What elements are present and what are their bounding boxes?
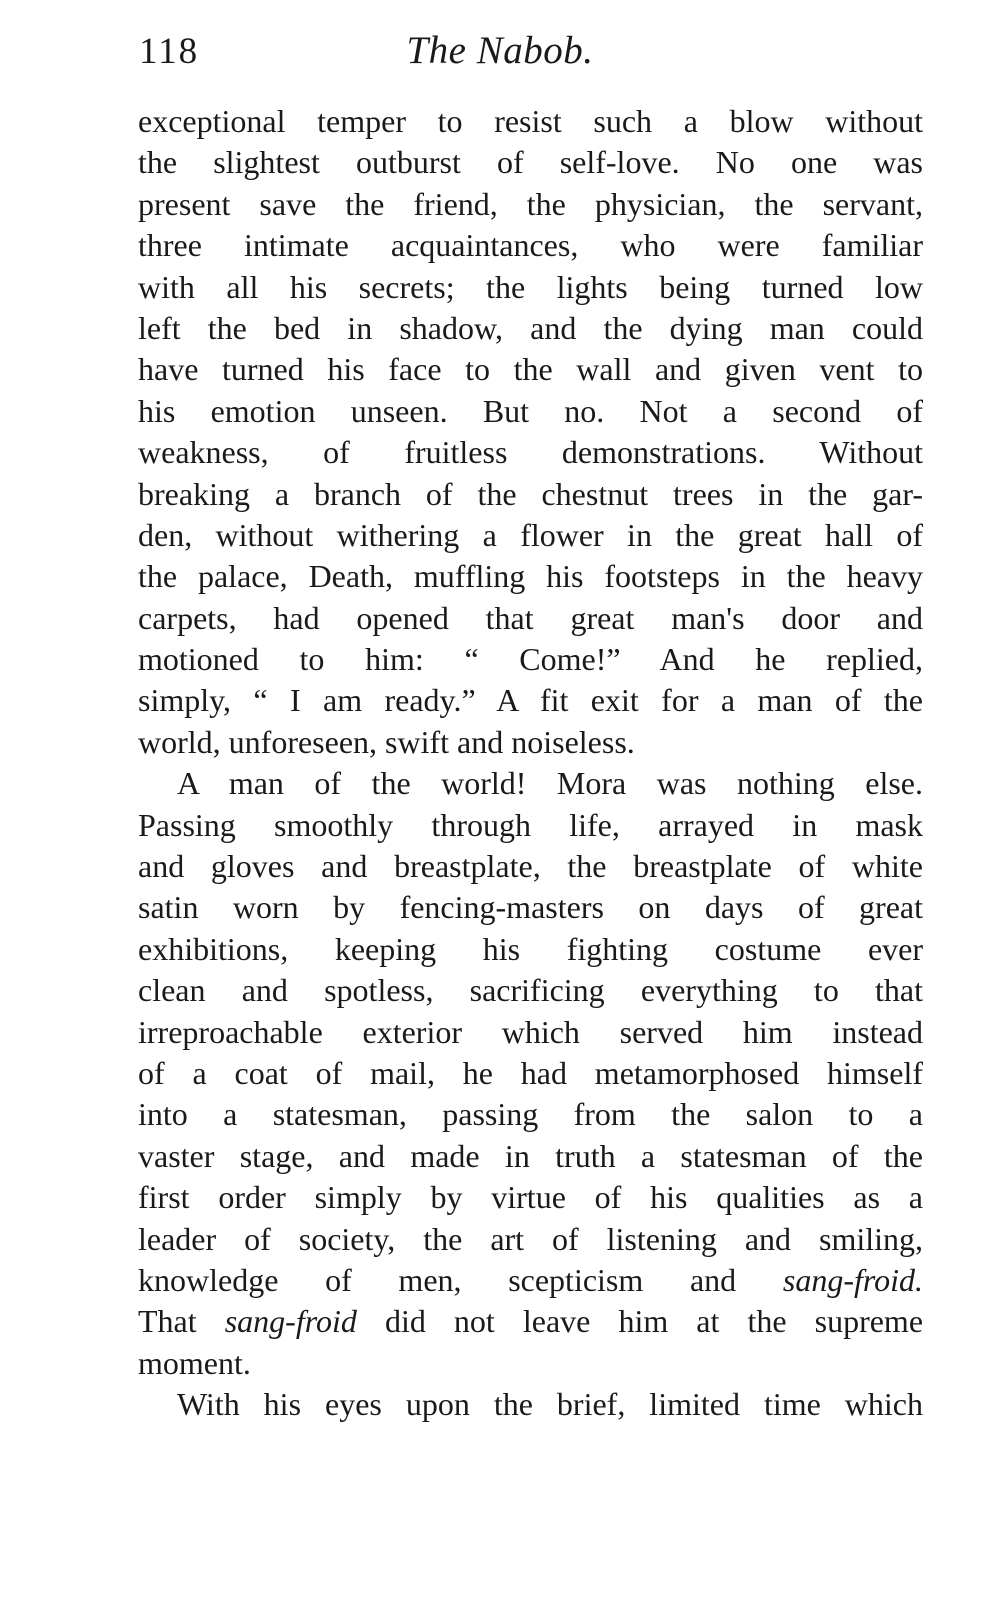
text-line: leader of society, the art of listening and smiling, bbox=[138, 1220, 923, 1257]
text-line: carpets, had opened that great man's door and bbox=[138, 599, 923, 636]
text-line bbox=[138, 1301, 923, 1342]
text-segment: knowledge of men, scepticism and bbox=[138, 1261, 737, 1298]
text-line: exceptional temper to resist such a blow without bbox=[138, 103, 923, 139]
text-line: vaster stage, and made in truth a statesman of the bbox=[138, 1137, 923, 1174]
text-line: first order simply by virtue of his qualities as a bbox=[138, 1179, 923, 1216]
text-line: satin worn by fencing-masters on days of great bbox=[138, 889, 923, 926]
text-line: irreproachable exterior which served him instead bbox=[138, 1013, 923, 1050]
text-line: den, without withering a flower in the great hall of bbox=[138, 516, 923, 553]
text-line: weakness, of fruitless demonstrations. Without bbox=[138, 434, 923, 471]
text-line: With his eyes upon the brief, limited time which bbox=[177, 1386, 923, 1423]
text-line: the slightest outburst of self-love. No one was bbox=[138, 144, 923, 181]
text-line: left the bed in shadow, and the dying man could bbox=[138, 309, 923, 346]
text-line: motioned to him: “ Come!” And he replied, bbox=[138, 641, 923, 678]
running-title: The Nabob. bbox=[406, 29, 594, 72]
text-line: the palace, Death, muffling his footsteps in the heavy bbox=[138, 558, 923, 595]
text-line: world, unforeseen, swift and noiseless. bbox=[138, 723, 635, 760]
text-line: and gloves and breastplate, the breastplate of white bbox=[138, 848, 923, 885]
text-line: present save the friend, the physician, the servant, bbox=[138, 185, 923, 222]
text-line: his emotion unseen. But no. Not a second of bbox=[138, 392, 923, 429]
text-segment: did not leave him at the supreme bbox=[384, 1303, 923, 1340]
text-segment: That bbox=[138, 1303, 197, 1340]
page-number: 118 bbox=[139, 31, 200, 72]
text-line: into a statesman, passing from the salon to a bbox=[138, 1096, 923, 1133]
text-line: have turned his face to the wall and given vent to bbox=[138, 351, 923, 388]
text-line: A man of the world! Mora was nothing else. bbox=[177, 765, 923, 802]
body-text bbox=[138, 101, 923, 1426]
text-line: with all his secrets; the lights being turned low bbox=[138, 268, 923, 305]
italic-segment: sang-froid. bbox=[782, 1261, 923, 1298]
text-line: exhibitions, keeping his fighting costume ever bbox=[138, 930, 923, 967]
text-line: breaking a branch of the chestnut trees in the gar- bbox=[138, 475, 923, 512]
text-line: simply, “ I am ready.” A fit exit for a man of the bbox=[138, 682, 923, 719]
text-line bbox=[138, 1260, 923, 1301]
text-line: clean and spotless, sacrificing everything to that bbox=[138, 972, 923, 1009]
text-line: of a coat of mail, he had metamorphosed himself bbox=[138, 1054, 923, 1091]
text-line: three intimate acquaintances, who were familiar bbox=[138, 227, 923, 264]
text-line: moment. bbox=[138, 1344, 251, 1381]
italic-segment: sang-froid bbox=[224, 1303, 357, 1340]
text-line: Passing smoothly through life, arrayed in mask bbox=[138, 806, 923, 843]
